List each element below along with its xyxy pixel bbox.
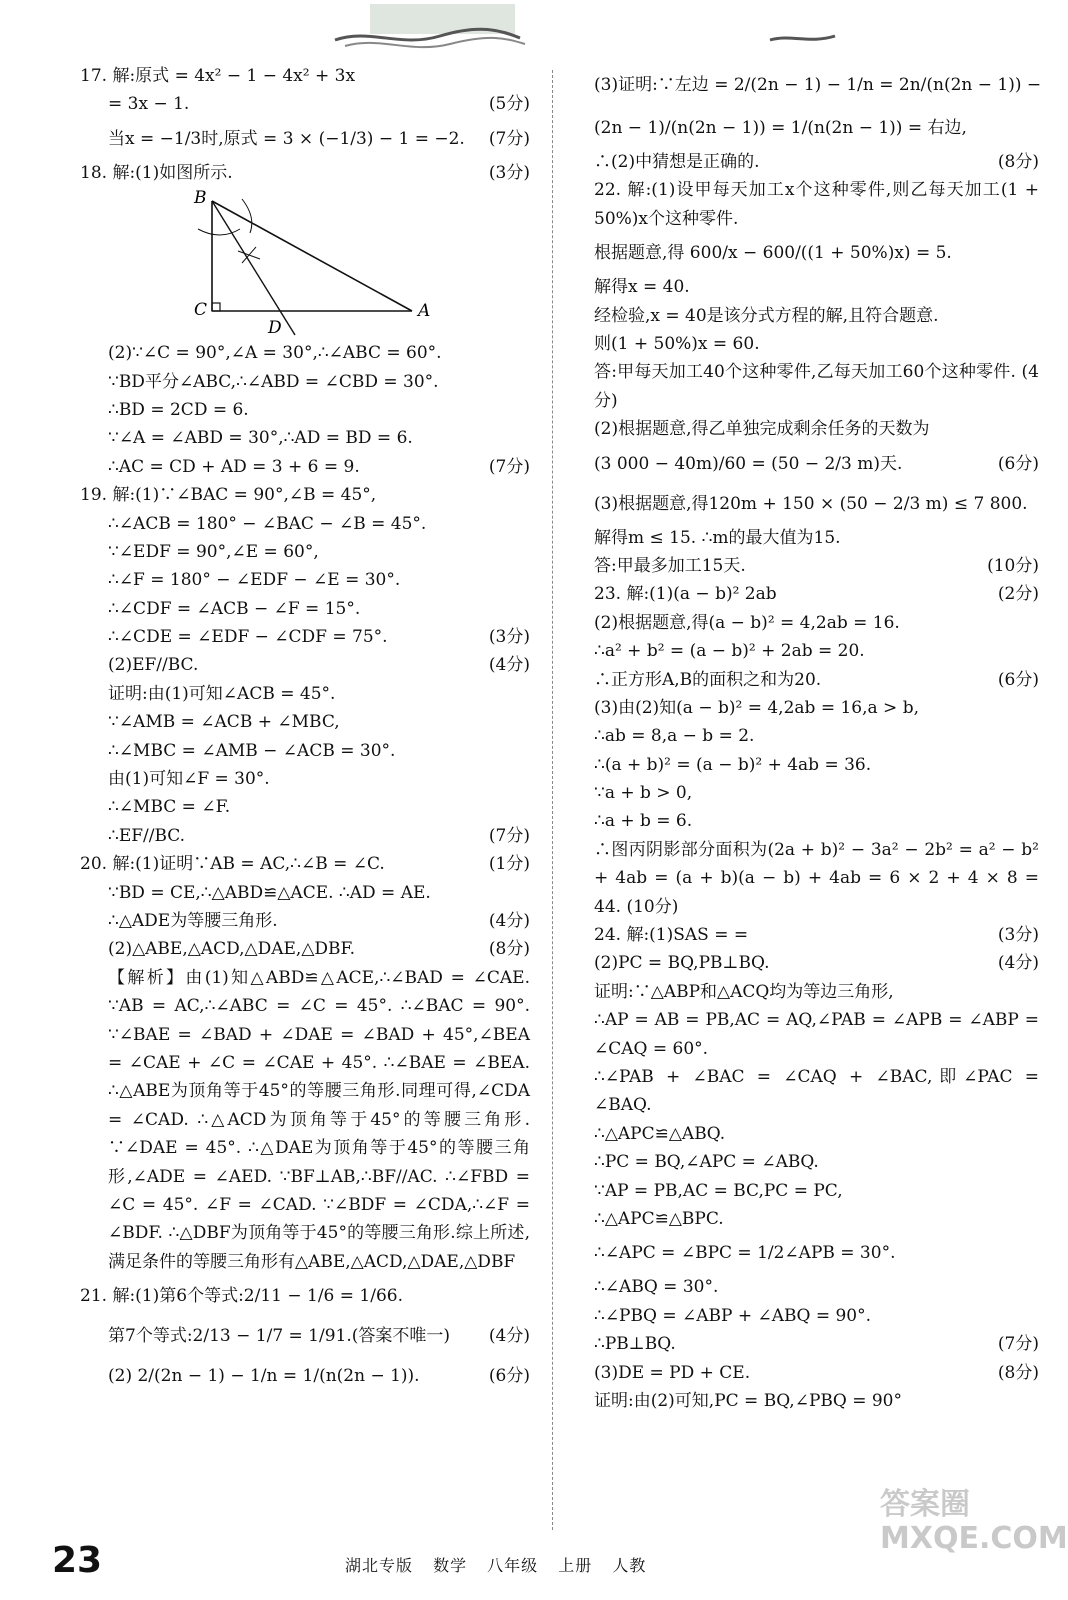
- label-b: B: [194, 189, 207, 209]
- solution-line: ∴a + b = 6.: [594, 811, 693, 832]
- solution-line: 当x = −1/3时,原式 = 3 × (−1/3) − 1 = −2. (7分): [108, 128, 530, 149]
- solution-line: 20. 解:(1)证明∵AB = AC,∴∠B = ∠C. (1分): [80, 854, 530, 875]
- right-column: [594, 62, 1042, 1415]
- solution-line: 证明:∵△ABP和△ACQ均为等边三角形,: [594, 981, 894, 1002]
- triangle-figure: [180, 189, 440, 337]
- solution-line: (2)EF//BC. (4分): [108, 655, 530, 676]
- solution-line: ∵a + b > 0,: [594, 783, 693, 804]
- footer-text: 湖北专版 数学 八年级 上册 人教: [345, 1556, 647, 1575]
- solution-line: (2)∵∠C = 90°,∠A = 30°,∴∠ABC = 60°.: [108, 343, 442, 364]
- solution-line: ∴(a + b)² = (a − b)² + 4ab = 36.: [594, 754, 872, 775]
- solution-line: ∴∠ABQ = 30°.: [594, 1277, 719, 1298]
- solution-line: ∵AP = PB,AC = BC,PC = PC,: [594, 1180, 843, 1201]
- solution-line: ∵BD平分∠ABC,∴∠ABD = ∠CBD = 30°.: [108, 371, 439, 392]
- solution-line: 22. 解:(1)设甲每天加工x个这种零件,则乙每天加工(1 + 50%)x个这种零件.: [594, 180, 1039, 229]
- page-number: 23: [52, 1540, 103, 1581]
- solution-line: 由(1)可知∠F = 30°.: [108, 769, 270, 790]
- solution-line: ∴正方形A,B的面积之和为20. (6分): [594, 669, 1039, 690]
- solution-line: ∵∠AMB = ∠ACB + ∠MBC,: [108, 712, 340, 733]
- solution-line: 证明:由(2)可知,PC = BQ,∠PBQ = 90°: [594, 1391, 902, 1412]
- solution-line: ∴PB⊥BQ. (7分): [594, 1334, 1039, 1355]
- page-footer: [0, 1540, 1068, 1590]
- solution-line: ∴△ADE为等腰三角形. (4分): [108, 910, 530, 931]
- solution-line: ∴∠CDF = ∠ACB − ∠F = 15°.: [108, 598, 361, 619]
- solution-line: (2)△ABE,△ACD,△DAE,△DBF. (8分): [108, 939, 530, 960]
- label-d: D: [268, 318, 282, 338]
- solution-line: ∴(2)中猜想是正确的. (8分): [594, 152, 1039, 172]
- solution-line: ∴∠PAB + ∠BAC = ∠CAQ + ∠BAC,即∠PAC = ∠BAQ.: [594, 1067, 1039, 1116]
- solution-line: ∴∠MBC = ∠F.: [108, 797, 231, 818]
- solution-line: ∴PC = BQ,∠APC = ∠ABQ.: [594, 1152, 819, 1173]
- solution-line: ∴∠F = 180° − ∠EDF − ∠E = 30°.: [108, 570, 401, 591]
- solution-line: ∴AP = AB = PB,AC = AQ,∠PAB = ∠APB = ∠ABP = ∠CAQ = 60°.: [594, 1010, 1039, 1059]
- solution-line: 解得m ≤ 15. ∴m的最大值为15.: [594, 527, 841, 548]
- solution-line: ∴∠PBQ = ∠ABP + ∠ABQ = 90°.: [594, 1305, 872, 1326]
- header-decoration: [0, 0, 1068, 60]
- solution-line: 21. 解:(1)第6个等式:2/11 − 1/6 = 1/66.: [80, 1286, 404, 1307]
- solution-line: = 3x − 1. (5分): [108, 94, 530, 115]
- solution-line: ∵∠A = ∠ABD = 30°,∴AD = BD = 6.: [108, 428, 413, 449]
- solution-line: ∴图丙阴影部分面积为(2a + b)² − 3a² − 2b² = a² − b² + 4ab = (a + b)(a − b) + 4ab = 6 × 2 + 4 × 8 = 44. (10分): [594, 839, 1039, 917]
- solution-line: (3)DE = PD + CE. (8分): [594, 1362, 1039, 1383]
- solution-line: (3)根据题意,得120m + 150 × (50 − 2/3 m) ≤ 7 800.: [594, 493, 1028, 514]
- solution-line: ∴∠APC = ∠BPC = 1/2∠APB = 30°.: [594, 1243, 896, 1264]
- solution-line: 第7个等式:2/13 − 1/7 = 1/91.(答案不唯一) (4分): [108, 1326, 530, 1347]
- solution-line: 答:甲最多加工15天. (10分): [594, 555, 1039, 576]
- solution-line: 经检验,x = 40是该分式方程的解,且符合题意.: [594, 305, 939, 326]
- solution-line: ∴AC = CD + AD = 3 + 6 = 9. (7分): [108, 456, 530, 477]
- solution-line: (2)根据题意,得乙单独完成剩余任务的天数为: [594, 419, 930, 440]
- column-divider: [552, 70, 553, 1530]
- solution-line: ∴a² + b² = (a − b)² + 2ab = 20.: [594, 641, 865, 662]
- solution-line: ∴△APC≌△ABQ.: [594, 1123, 726, 1144]
- solution-line: 解得x = 40.: [594, 277, 690, 298]
- solution-line: (2n − 1)/(n(2n − 1)) = 1/(n(2n − 1)) = 右边,: [594, 118, 967, 138]
- analysis-paragraph: 【解析】由(1)知△ABD≌△ACE,∴∠BAD = ∠CAE. ∵AB = AC,∴∠ABC = ∠C = 45°. ∴∠BAC = 90°. ∵∠BAE = ∠BAD + ∠DAE = ∠BAD + 45°,∠BEA = ∠CAE + ∠C = ∠CAE + 45°. ∴∠BAE = ∠BEA. ∴△ABE为顶角等于45°的等腰三角形.同理可得,∠CDA = ∠CAD. ∴△ACD为顶角等于45°的等腰三角形. ∵∠DAE = 45°. ∴△DAE为顶角等于45°的等腰三角形,∠ADE = ∠AED. ∵BF⊥AB,∴BF//AC. ∴∠FBD = ∠C = 45°. ∠F = ∠CAD. ∵∠BDF = ∠CDA,∴∠F = ∠BDF. ∴△DBF为顶角等于45°的等腰三角形.综上所述,满足条件的等腰三角形有△ABE,△ACD,△DAE,△DBF: [108, 967, 530, 1272]
- label-a: A: [418, 301, 431, 322]
- solution-line: ∴∠MBC = ∠AMB − ∠ACB = 30°.: [108, 740, 396, 761]
- solution-line: ∴∠ACB = 180° − ∠BAC − ∠B = 45°.: [108, 513, 427, 534]
- solution-line: 则(1 + 50%)x = 60.: [594, 333, 760, 354]
- solution-line: (2) 2/(2n − 1) − 1/n = 1/(n(2n − 1)). (6分): [108, 1366, 530, 1387]
- solution-line: ∵∠EDF = 90°,∠E = 60°,: [108, 541, 319, 562]
- solution-line: 24. 解:(1)SAS = = (3分): [594, 925, 1039, 946]
- solution-line: (3 000 − 40m)/60 = (50 − 2/3 m)天. (6分): [594, 453, 1039, 474]
- solution-line: 19. 解:(1)∵∠BAC = 90°,∠B = 45°,: [80, 485, 377, 506]
- solution-line: ∴△APC≌△BPC.: [594, 1209, 724, 1230]
- solution-line: (3)证明:∵左边 = 2/(2n − 1) − 1/n = 2n/(n(2n − 1)) −: [594, 75, 1042, 95]
- solution-line: 答:甲每天加工40个这种零件,乙每天加工60个这种零件. (4分): [594, 362, 1039, 411]
- solution-line: ∵BD = CE,∴△ABD≌△ACE. ∴AD = AE.: [108, 882, 431, 903]
- solution-line: ∴ab = 8,a − b = 2.: [594, 726, 755, 747]
- solution-line: (3)由(2)知(a − b)² = 4,2ab = 16,a > b,: [594, 697, 919, 718]
- solution-line: 证明:由(1)可知∠ACB = 45°.: [108, 683, 336, 704]
- solution-line: ∴EF//BC. (7分): [108, 825, 530, 846]
- solution-line: (2)根据题意,得(a − b)² = 4,2ab = 16.: [594, 612, 900, 633]
- solution-line: 23. 解:(1)(a − b)² 2ab (2分): [594, 584, 1039, 605]
- solution-line: ∴BD = 2CD = 6.: [108, 399, 249, 420]
- solution-line: (2)PC = BQ,PB⊥BQ. (4分): [594, 953, 1039, 974]
- left-column: [80, 62, 530, 1396]
- watermark: 答案圈 MXQE.COM: [880, 1487, 1068, 1556]
- label-c: C: [194, 300, 208, 321]
- solution-line: 根据题意,得 600/x − 600/((1 + 50%)x) = 5.: [594, 243, 952, 264]
- solution-line: ∴∠CDE = ∠EDF − ∠CDF = 75°. (3分): [108, 627, 530, 648]
- solution-line: 18. 解:(1)如图所示. (3分): [80, 162, 530, 183]
- solution-line: 17. 解:原式 = 4x² − 1 − 4x² + 3x: [80, 66, 356, 86]
